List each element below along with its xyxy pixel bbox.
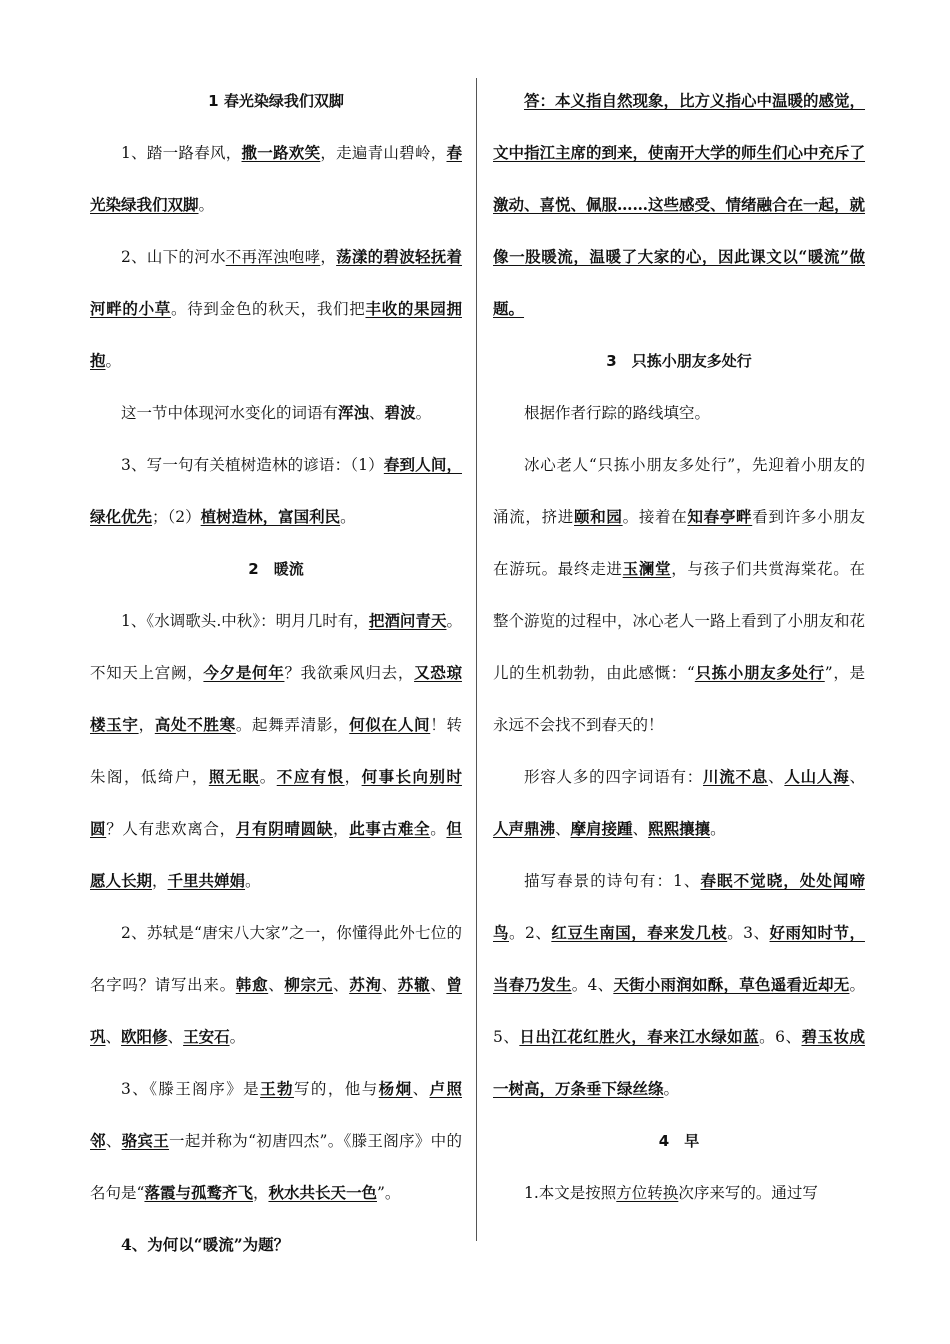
left-column (90, 75, 462, 1271)
paragraph-10: 冰心老人“只拣小朋友多处行”，先迎着小朋友的涌流，挤进颐和园。接着在知春亭畔看到许多小朋友在游玩。最终走进玉澜堂，与孩子们共赏海棠花。在整个游览的过程中，冰心老人一路上看到了小朋友和花儿的生机勃勃，由此感慨：“只拣小朋友多处行”，是永远不会找不到春天的！ (493, 456, 866, 734)
section-heading-1: 1 春光染绿我们双脚 (208, 92, 344, 110)
column-divider (476, 78, 477, 1241)
paragraph-9: 根据作者行踪的路线填空。 (524, 404, 711, 422)
section-heading-2: 2 暖流 (248, 560, 304, 578)
answer-paragraph: 答：本义指自然现象，比方义指心中温暖的感觉，文中指江主席的到来，使南开大学的师生们心中充斥了激动、喜悦、佩服……这些感受、情绪融合在一起，就像一股暖流，温暖了大家的心，因此课文以“暖流”做题。 (493, 91, 866, 318)
section-heading-4: 4 早 (658, 1132, 700, 1150)
paragraph-2: 2、山下的河水不再浑浊咆哮，荡漾的碧波轻抚着河畔的小草。待到金色的秋天，我们把丰收的果园拥抱。 (90, 247, 462, 370)
paragraph-1: 1、踏一路春风，撒一路欢笑，走遍青山碧岭，春光染绿我们双脚。 (90, 143, 462, 214)
paragraph-7: 3、《滕王阁序》是王勃写的，他与杨炯、卢照邻、骆宾王一起并称为“初唐四杰”。《滕王阁序》中的名句是“落霞与孤鹜齐飞，秋水共长天一色”。 (90, 1079, 462, 1202)
paragraph-3: 这一节中体现河水变化的词语有浑浊、碧波。 (121, 403, 432, 422)
paragraph-13: 1.本文是按照方位转换次序来写的。通过写 (524, 1184, 818, 1202)
paragraph-12: 描写春景的诗句有：1、春眠不觉晓，处处闻啼鸟。2、红豆生南国，春来发几枝。3、好雨知时节，当春乃发生。4、天街小雨润如酥，草色遥看近却无。5、日出江花红胜火，春来江水绿如蓝。6、碧玉妆成一树高，万条垂下绿丝绦。 (493, 871, 865, 1098)
paragraph-4: 3、写一句有关植树造林的谚语：（1）春到人间，绿化优先；（2）植树造林，富国利民。 (90, 455, 462, 526)
question-4: 4、为何以“暖流”为题？ (121, 1235, 290, 1254)
paragraph-5: 1、《水调歌头.中秋》：明月几时有，把酒问青天。不知天上宫阙，今夕是何年？我欲乘风归去，又恐琼楼玉宇，高处不胜寒。起舞弄清影，何似在人间！转朱阁，低绮户，照无眠。不应有恨，何事长向别时圆？人有悲欢离合，月有阴晴圆缺，此事古难全。但愿人长期，千里共婵娟。 (90, 611, 462, 890)
paragraph-11: 形容人多的四字词语有：川流不息、人山人海、人声鼎沸、摩肩接踵、熙熙攘攘。 (493, 767, 865, 838)
paragraph-6: 2、苏轼是“唐宋八大家”之一，你懂得此外七位的名字吗？请写出来。韩愈、柳宗元、苏洵、苏辙、曾巩、欧阳修、王安石。 (90, 924, 462, 1046)
right-column (493, 75, 865, 1219)
section-heading-3: 3 只拣小朋友多处行 (606, 352, 752, 370)
